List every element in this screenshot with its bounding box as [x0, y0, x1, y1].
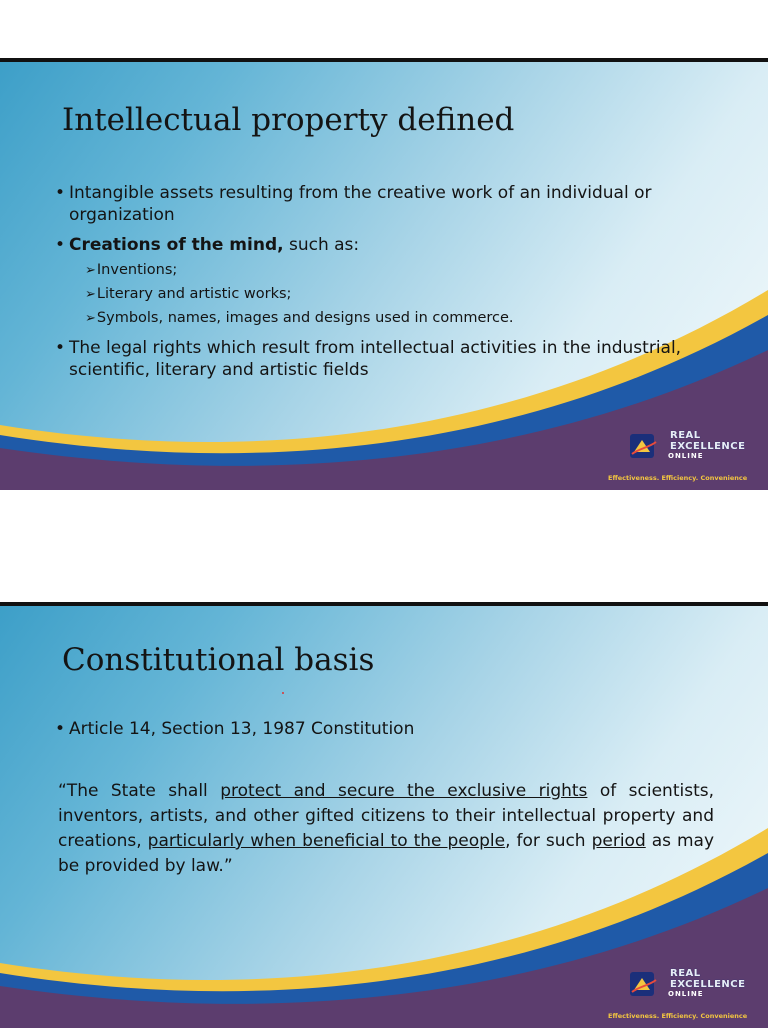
page-title: Intellectual property defined	[62, 102, 515, 138]
bullet-text: Article 14, Section 13, 1987 Constitution	[69, 719, 415, 739]
sub-item	[85, 260, 755, 281]
quote-underlined-text: particularly when beneficial to the people	[147, 831, 506, 851]
red-dot-mark	[282, 692, 284, 694]
logo-online: ONLINE	[668, 452, 704, 460]
bullet-text: such as:	[288, 235, 360, 255]
slide-constitutional-basis	[0, 602, 768, 1028]
logo-text	[646, 968, 745, 990]
sub-item-text: Symbols, names, images and designs used in commerce.	[96, 310, 514, 326]
logo-line-excellence: EXCELLENCE	[670, 979, 746, 990]
arrow-bullet-icon: ➢	[85, 287, 96, 302]
logo-online: ONLINE	[668, 990, 704, 998]
bullet-bold-lead: Creations of the mind,	[69, 235, 284, 255]
sub-item-text: Inventions;	[96, 262, 178, 278]
bullet-item	[55, 718, 755, 740]
brand-logo	[608, 968, 758, 1028]
logo-text	[646, 430, 745, 452]
bullet-dot: •	[55, 235, 66, 255]
quote-text: “The State shall	[58, 781, 221, 801]
constitution-quote	[58, 779, 714, 879]
quote-text: , for such	[505, 831, 592, 851]
arrow-bullet-icon: ➢	[85, 263, 96, 278]
logo-tagline: Effectiveness. Efficiency. Convenience	[608, 474, 748, 482]
quote-text: as may be provided by law.”	[58, 831, 715, 876]
sub-list	[85, 260, 755, 329]
arrow-bullet-icon: ➢	[85, 311, 96, 326]
logo-tagline: Effectiveness. Efficiency. Convenience	[608, 1012, 748, 1020]
page-title: Constitutional basis	[62, 642, 375, 678]
quote-underlined-text: protect and secure the exclusive rights	[220, 781, 588, 801]
bullet-item	[55, 234, 755, 329]
brand-logo	[608, 430, 758, 490]
bullet-dot: •	[55, 338, 66, 358]
logo-line-real: REAL	[670, 968, 701, 979]
bullet-list	[55, 182, 755, 389]
bullet-dot: •	[55, 183, 66, 203]
sub-item	[85, 284, 755, 305]
bullet-list	[55, 718, 755, 748]
logo-line-real: REAL	[670, 430, 701, 441]
quote-underlined-text: period	[591, 831, 646, 851]
quote-text: of scientists, inventors, artists, and other gifted citizens to their intellectual property and creations,	[58, 781, 714, 851]
bullet-item	[55, 337, 755, 381]
bullet-dot: •	[55, 719, 66, 739]
bullet-item	[55, 182, 755, 226]
bullet-text: The legal rights which result from intellectual activities in the industrial, scientific, literary and artistic fields	[69, 338, 682, 380]
logo-line-excellence: EXCELLENCE	[670, 441, 746, 452]
bullet-text: Intangible assets resulting from the creative work of an individual or organization	[69, 183, 652, 225]
sub-item-text: Literary and artistic works;	[96, 286, 292, 302]
slide-intellectual-property	[0, 58, 768, 490]
sub-item	[85, 308, 755, 329]
